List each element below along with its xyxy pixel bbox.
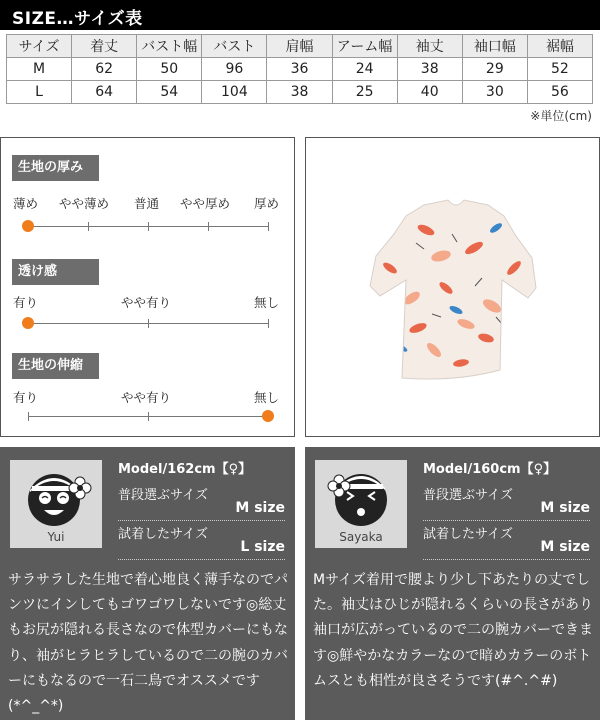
fabric-characteristics-panel bbox=[0, 137, 295, 437]
model-title: Model/160cm【♀】 bbox=[423, 462, 557, 477]
table-cell: 40 bbox=[397, 81, 462, 104]
scale-label: 厚め bbox=[254, 196, 280, 211]
table-cell: 36 bbox=[267, 58, 332, 81]
table-row bbox=[7, 81, 593, 104]
table-cell: M bbox=[7, 58, 72, 81]
usual-size-value: M size bbox=[540, 500, 590, 516]
unit-note: ※単位(cm) bbox=[530, 109, 592, 123]
usual-size-value: M size bbox=[235, 500, 285, 516]
stretch-indicator-dot bbox=[262, 410, 274, 422]
column-header: 肩幅 bbox=[267, 35, 332, 58]
sheerness-section-label: 透け感 bbox=[12, 259, 99, 285]
tried-size-label: 試着したサイズ bbox=[118, 527, 208, 542]
tried-size-value: M size bbox=[540, 539, 590, 555]
scale-label: 有り bbox=[13, 295, 39, 310]
scale-label: やや薄め bbox=[59, 196, 110, 211]
column-header: バスト幅 bbox=[137, 35, 202, 58]
table-cell: 38 bbox=[267, 81, 332, 104]
size-table bbox=[6, 34, 593, 104]
thickness-section-label: 生地の厚み bbox=[12, 155, 99, 181]
model-name: Sayaka bbox=[339, 530, 383, 544]
column-header: アーム幅 bbox=[332, 35, 397, 58]
model-comment: サラサラした生地で着心地良く薄手なのでパンツにインしてもゴワゴワしないです◎総丈もお尻が隠れる長さなので体型カバーにもなり、袖がヒラヒラしているので二の腕のカバーにもなるので一石二鳥でオススメです(*^_^*) bbox=[8, 572, 288, 715]
table-cell: 54 bbox=[137, 81, 202, 104]
usual-size-label: 普段選ぶサイズ bbox=[118, 488, 208, 503]
avatar bbox=[10, 460, 102, 548]
column-header: 裾幅 bbox=[527, 35, 592, 58]
table-cell: 104 bbox=[202, 81, 267, 104]
table-cell: 29 bbox=[462, 58, 527, 81]
scale-label: 無し bbox=[254, 295, 280, 310]
table-cell: 62 bbox=[72, 58, 137, 81]
table-cell: 56 bbox=[527, 81, 592, 104]
table-cell: 50 bbox=[137, 58, 202, 81]
usual-size-row bbox=[118, 481, 285, 521]
stretch-section-label: 生地の伸縮 bbox=[12, 353, 99, 379]
tried-size-value: L size bbox=[240, 539, 285, 555]
scale-label: 無し bbox=[254, 390, 280, 405]
column-header: サイズ bbox=[7, 35, 72, 58]
column-header: 袖口幅 bbox=[462, 35, 527, 58]
scale-label: 薄め bbox=[13, 196, 39, 211]
scale-label: やや有り bbox=[121, 390, 172, 405]
table-cell: 96 bbox=[202, 58, 267, 81]
usual-size-label: 普段選ぶサイズ bbox=[423, 488, 513, 503]
scale-label: やや有り bbox=[121, 295, 172, 310]
tried-size-row bbox=[118, 520, 285, 560]
table-cell: 64 bbox=[72, 81, 137, 104]
column-header: 袖丈 bbox=[397, 35, 462, 58]
scale-tick bbox=[208, 222, 209, 231]
scale-tick bbox=[88, 222, 89, 231]
thickness-indicator-dot bbox=[22, 220, 34, 232]
model-comment: Mサイズ着用で腰より少し下あたりの丈でした。袖丈はひじが隠れるくらいの長さがあり袖口が広がっているので二の腕カバーできます◎鮮やかなカラーなので暗めカラーのボトムスとも相性が良さそうです(#^.^#) bbox=[313, 572, 593, 689]
scale-tick bbox=[28, 412, 29, 421]
size-table-header-row bbox=[7, 35, 593, 58]
table-cell: 30 bbox=[462, 81, 527, 104]
scale-tick bbox=[148, 319, 149, 328]
scale-tick bbox=[148, 412, 149, 421]
table-cell: 38 bbox=[397, 58, 462, 81]
column-header: 着丈 bbox=[72, 35, 137, 58]
scale-tick bbox=[268, 222, 269, 231]
scale-tick bbox=[268, 319, 269, 328]
table-cell: 52 bbox=[527, 58, 592, 81]
model-name: Yui bbox=[47, 530, 65, 544]
model-card-yui bbox=[0, 447, 295, 720]
table-cell: 24 bbox=[332, 58, 397, 81]
size-chart-title: SIZE…サイズ表 bbox=[12, 9, 143, 29]
blouse-illustration bbox=[306, 138, 599, 436]
product-photo bbox=[305, 137, 600, 437]
avatar bbox=[315, 460, 407, 548]
table-cell: L bbox=[7, 81, 72, 104]
table-cell: 25 bbox=[332, 81, 397, 104]
usual-size-row bbox=[423, 481, 590, 521]
model-card-sayaka bbox=[305, 447, 600, 720]
size-chart-header bbox=[0, 0, 600, 30]
table-row bbox=[7, 58, 593, 81]
scale-label: やや厚め bbox=[180, 196, 231, 211]
model-title: Model/162cm【♀】 bbox=[118, 462, 252, 477]
scale-tick bbox=[148, 222, 149, 231]
scale-label: 普通 bbox=[134, 196, 160, 211]
column-header: バスト bbox=[202, 35, 267, 58]
tried-size-row bbox=[423, 520, 590, 560]
tried-size-label: 試着したサイズ bbox=[423, 527, 513, 542]
sheerness-indicator-dot bbox=[22, 317, 34, 329]
scale-label: 有り bbox=[13, 390, 39, 405]
